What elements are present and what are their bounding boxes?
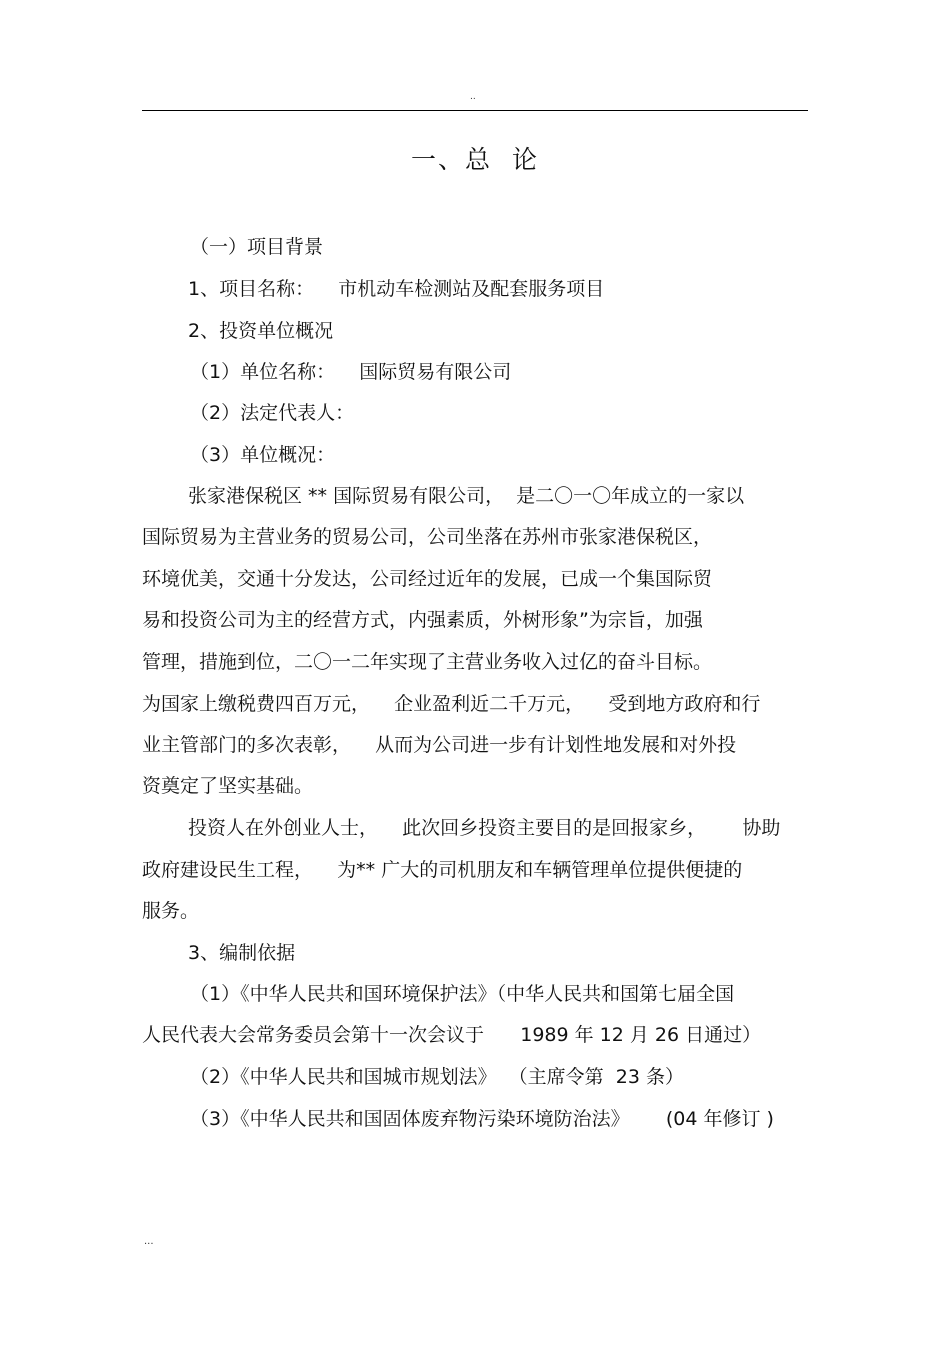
paragraph-line: 易和投资公司为主的经营方式，内强素质，外树形象”为宗旨，加强 xyxy=(142,609,703,631)
paragraph-line: 业主管部门的多次表彰， 从而为公司进一步有计划性地发展和对外投 xyxy=(142,734,737,756)
basis-heading: 3、编制依据 xyxy=(188,942,296,964)
paragraph-line: 张家港保税区 ** 国际贸易有限公司， 是二〇一〇年成立的一家以 xyxy=(188,485,745,507)
investor-overview-heading: 2、投资单位概况 xyxy=(188,320,334,342)
paragraph-line: 服务。 xyxy=(142,900,200,922)
page-header-mark: .. xyxy=(470,92,476,102)
basis-item-line: 人民代表大会常务委员会第十一次会议于 1989 年 12 月 26 日通过） xyxy=(142,1024,762,1046)
company-name-line: （1）单位名称： 国际贸易有限公司 xyxy=(190,361,512,383)
paragraph-line: 政府建设民生工程， 为** 广大的司机朋友和车辆管理单位提供便捷的 xyxy=(142,859,743,881)
paragraph-line: 环境优美，交通十分发达，公司经过近年的发展，已成一个集国际贸 xyxy=(142,568,713,590)
subsection-heading-background: （一）项目背景 xyxy=(190,236,324,258)
legal-representative-line: （2）法定代表人： xyxy=(190,402,355,424)
page-footer-mark: ... xyxy=(144,1236,154,1247)
paragraph-line: 国际贸易为主营业务的贸易公司，公司坐落在苏州市张家港保税区， xyxy=(142,526,713,548)
paragraph-line: 投资人在外创业人士， 此次回乡投资主要目的是回报家乡， 协助 xyxy=(188,817,781,839)
basis-item-line: （3）《中华人民共和国固体废弃物污染环境防治法》 (04 年修订 ) xyxy=(190,1108,774,1130)
header-rule xyxy=(142,110,808,111)
basis-item-line: （2）《中华人民共和国城市规划法》 （主席令第 23 条） xyxy=(190,1066,684,1088)
section-title: 一、总 论 xyxy=(411,145,539,174)
company-overview-heading: （3）单位概况： xyxy=(190,444,336,466)
paragraph-line: 为国家上缴税费四百万元， 企业盈利近二千万元， 受到地方政府和行 xyxy=(142,693,761,715)
paragraph-line: 资奠定了坚实基础。 xyxy=(142,775,314,797)
paragraph-line: 管理，措施到位，二〇一二年实现了主营业务收入过亿的奋斗目标。 xyxy=(142,651,713,673)
project-name-line: 1、项目名称： 市机动车检测站及配套服务项目 xyxy=(188,278,605,300)
basis-item-line: （1）《中华人民共和国环境保护法》（中华人民共和国第七届全国 xyxy=(190,983,735,1005)
